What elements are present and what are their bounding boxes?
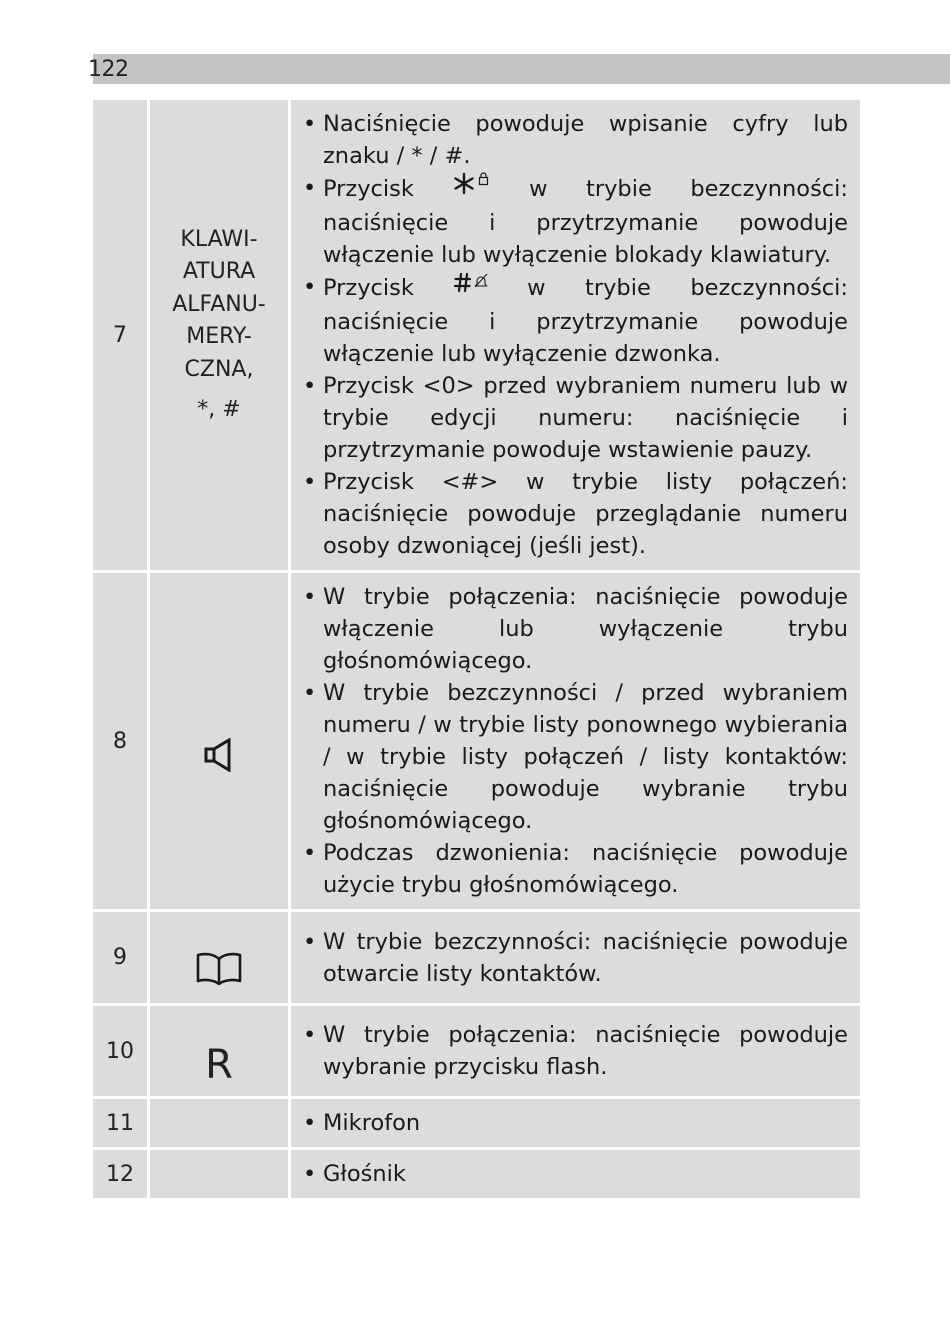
list-item: • W trybie połączenia: naciśnięcie powoduje wybranie przycisku flash. (303, 1019, 848, 1083)
list-item-text: w trybie bezczynności: naciśnięcie i przytrzymanie powoduje włączenie lub wyłączenie dzwonka. (323, 275, 848, 367)
list-item (303, 172, 848, 271)
key-icon-cell (150, 573, 291, 912)
list-item (303, 271, 848, 370)
list-item: • Naciśnięcie powoduje wpisanie cyfry lub znaku / * / #. (303, 108, 848, 172)
hash-bell-off-icon (454, 271, 488, 306)
description-list (303, 1107, 848, 1139)
key-name-line: MERY- (186, 324, 252, 349)
list-item-text: w trybie bezczynności: naciśnięcie i przytrzymanie powoduje włączenie lub wyłączenie blokady klawiatury. (323, 176, 848, 268)
page-number: 122 (88, 57, 129, 82)
speaker-icon (203, 738, 235, 778)
table-row (93, 1099, 860, 1150)
list-item-text: Przycisk (323, 176, 414, 202)
key-icon-cell (150, 1150, 291, 1198)
description-list (303, 1158, 848, 1190)
key-symbols: *, # (197, 397, 241, 422)
key-icon-cell (150, 1006, 291, 1099)
list-item: • Mikrofon (303, 1107, 848, 1139)
row-number: 12 (93, 1150, 150, 1198)
table-row (93, 912, 860, 1006)
key-name-line: CZNA, (184, 356, 254, 382)
description-list (303, 108, 848, 562)
row-number: 9 (93, 912, 150, 1006)
row-number: 10 (93, 1006, 150, 1099)
header-bar (93, 54, 950, 84)
description-cell (291, 573, 860, 912)
table-row (93, 573, 860, 912)
list-item: • Przycisk <#> w trybie listy połączeń: naciśnięcie powoduje przeglądanie numeru osoby dzwoniącej (jeśli jest). (303, 466, 848, 562)
row-number: 11 (93, 1099, 150, 1150)
key-name (150, 224, 288, 427)
description-list (303, 581, 848, 901)
list-item-text: Przycisk (323, 275, 414, 301)
key-name-line: ATURA (182, 259, 256, 284)
list-item: • W trybie bezczynności / przed wybraniem numeru / w trybie listy ponownego wybierania / w trybie listy połączeń / listy kontaktów: naciśnięcie powoduje wybranie trybu głośnomówiącego. (303, 677, 848, 837)
key-icon-cell (150, 1099, 291, 1150)
key-name-line: ALFANU- (172, 291, 266, 317)
open-book-icon (196, 951, 242, 991)
description-cell (291, 1099, 860, 1150)
row-number: 7 (93, 100, 150, 573)
list-item: • Przycisk <0> przed wybraniem numeru lub w trybie edycji numeru: naciśnięcie i przytrzymanie powoduje wstawienie pauzy. (303, 370, 848, 466)
asterisk-lock-icon (453, 172, 491, 207)
description-list (303, 926, 848, 990)
key-icon-cell (150, 912, 291, 1006)
row-number: 8 (93, 573, 150, 912)
description-cell (291, 1006, 860, 1099)
table-row (93, 1150, 860, 1198)
list-item: • W trybie bezczynności: naciśnięcie powoduje otwarcie listy kontaktów. (303, 926, 848, 990)
flash-key-label: R (205, 1042, 233, 1088)
description-list (303, 1019, 848, 1083)
list-item: • Głośnik (303, 1158, 848, 1190)
list-item: • Podczas dzwonienia: naciśnięcie powoduje użycie trybu głośnomówiącego. (303, 837, 848, 901)
description-cell (291, 100, 860, 573)
key-name-line: KLAWI- (180, 226, 258, 252)
key-name-cell (150, 100, 291, 573)
description-cell (291, 912, 860, 1006)
list-item: • W trybie połączenia: naciśnięcie powoduje włączenie lub wyłączenie trybu głośnomówiącego. (303, 581, 848, 677)
table-row (93, 100, 860, 573)
table-row (93, 1006, 860, 1099)
key-function-table (93, 100, 860, 1198)
description-cell (291, 1150, 860, 1198)
